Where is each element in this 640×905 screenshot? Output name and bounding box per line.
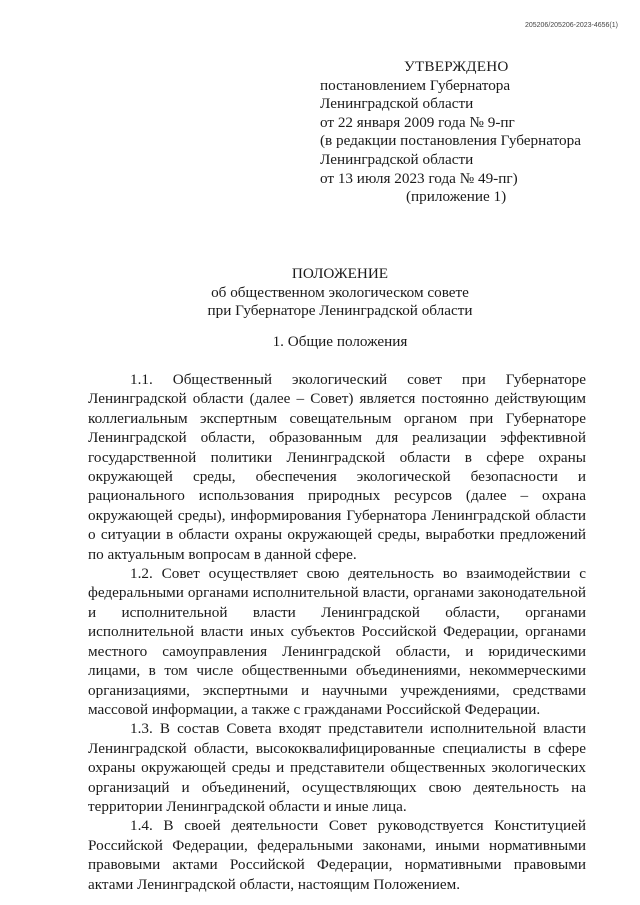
approval-line: от 13 июля 2023 года № 49-пг) [320, 169, 518, 187]
approval-line: Ленинградской области [320, 95, 474, 113]
approval-block [320, 58, 620, 207]
paragraph: 1.4. В своей деятельности Совет руководствуется Конституцией Российской Федерации, федеральными законами, иными нормативными правовыми актами Российской Федерации, нормативными правовыми актами Ленинградской области, настоящим Положением. [88, 817, 586, 893]
approval-line: от 22 января 2009 года № 9-пг [320, 113, 515, 131]
approval-line: (в редакции постановления Губернатора [320, 132, 581, 150]
document-title: ПОЛОЖЕНИЕ [291, 265, 389, 282]
document-subtitle: при Губернаторе Ленинградской области [207, 302, 473, 320]
section-heading: 1. Общие положения [272, 333, 408, 350]
approval-line: постановлением Губернатора [320, 76, 511, 94]
document-id: 205206/205206-2023-4656(1) [524, 22, 618, 29]
paragraph: 1.3. В состав Совета входят представители исполнительной власти Ленинградской области, высококвалифицированные специалисты в сфере охраны окружающей среды и представители общественных экологических организаций и объединений, осуществляющих свою деятельность на территории Ленинградской области и иные лица. [88, 720, 586, 815]
document-subtitle: об общественном экологическом совете [211, 283, 469, 301]
paragraph: 1.2. Совет осуществляет свою деятельность во взаимодействии с федеральными органами исполнительной власти, органами законодательной и исполнительной власти Ленинградской области, органами исполнительной власти иных субъектов Российской Федерации, органами местного самоуправления Ленинградской области, и юридическими лицами, в том числе общественными объединениями, некоммерческими организациями, экспертными и научными учреждениями, средствами массовой информации, а также с гражданами Российской Федерации. [88, 565, 586, 718]
document-body [88, 370, 586, 894]
paragraph: 1.1. Общественный экологический совет при Губернаторе Ленинградской области (далее – Совет) является постоянно действующим коллегиальным экспертным совещательным органом при Губернаторе Ленинградской области, образованным для реализации эффективной государственной политики Ленинградской области в сфере охраны окружающей среды, обеспечения экологической безопасности и рационального использования природных ресурсов (далее – охрана окружающей среды), информирования Губернатора Ленинградской области о ситуации в области охраны окружающей среды, выработки предложений по актуальным вопросам в данной сфере. [88, 371, 586, 563]
approval-line: (приложение 1) [406, 188, 507, 206]
approval-heading: УТВЕРЖДЕНО [404, 58, 509, 75]
approval-line: Ленинградской области [320, 150, 474, 168]
document-title-block [0, 265, 640, 321]
